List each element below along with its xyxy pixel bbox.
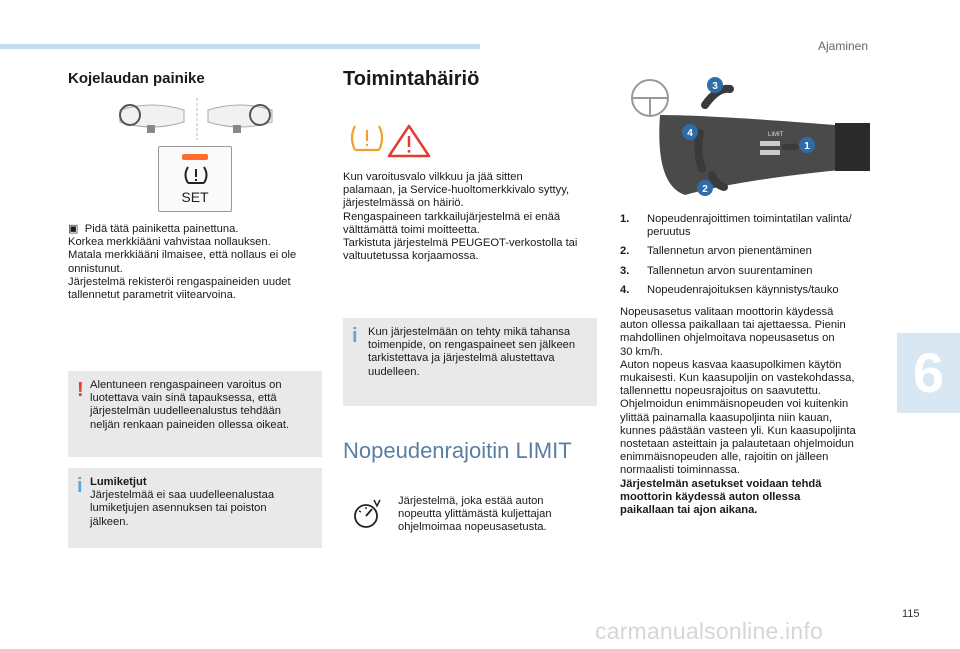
dashboard-illustration [112,96,287,142]
para-line: Ohjelmoidun enimmäisnopeuden voi kuitenkin [620,398,849,411]
para-line: mukaisesti. Kun kaasupoljin on vastekohdassa, [620,372,855,385]
warning-line: neljän renkaan paineiden ollessa oikeat. [90,418,290,431]
section-title: Ajaminen [818,39,869,53]
limiter-stalk-illustration [620,75,875,200]
stalk-label: LIMIT [768,132,784,138]
para-line: nostetaan asteittain ja palautetaan ohjelmoidun [620,438,854,451]
info-line: Järjestelmää ei saa uudelleenalustaa [90,489,275,502]
bold-note-line: Järjestelmän asetukset voidaan tehdä [620,477,822,490]
bold-note-line: moottorin käydessä auton ollessa [620,490,801,503]
list-item: 3. Tallennetun arvon suurentaminen [620,264,813,277]
para-line: onnistunut. [68,262,123,275]
info-box-snow-chains [68,468,322,548]
warning-exclamation-icon: ! [77,379,84,401]
left-instruction [68,223,318,302]
right-paragraph [620,306,890,517]
para-line: Nopeusasetus valitaan moottorin käydessä [620,306,834,318]
info-line: jälkeen. [90,515,129,528]
list-item: 2. Tallennetun arvon pienentäminen [620,245,812,258]
para-line: Rengaspaineen tarkkailujärjestelmä ei enää [343,210,561,223]
para-line: Matala merkkiääni ilmaisee, että nollaus ei ole [68,249,297,262]
instruction-text: Pidä tätä painiketta painettuna. [84,223,239,235]
list-item: 4. Nopeudenrajoituksen käynnistys/tauko [620,283,839,296]
limiter-description [398,495,598,535]
para-line: tallennetut parametrit viitearvoina. [68,289,236,302]
para-line: Järjestelmä, joka estää auton [398,495,544,507]
indicator-light [182,154,208,160]
para-line: välttämättä toimi moitteetta. [343,223,480,236]
info-icon: i [352,325,358,347]
bold-note-line: paikallaan tai ajon aikana. [620,504,758,517]
para-line: Auton nopeus kasvaa kaasupolkimen käytön [620,358,842,371]
para-line: Tarkistuta järjestelmä PEUGEOT-verkostolla tai [343,237,578,250]
para-line: tallennettu nopeusrajoitus on saavutettu. [620,385,821,398]
warning-lights-illustration [349,122,433,160]
info-line: toimenpide, on rengaspaineet sen jälkeen [368,339,576,352]
tyre-pressure-icon [183,164,209,186]
left-heading: Kojelaudan painike [68,70,205,87]
svg-text:4: 4 [687,128,693,139]
header-accent-bar [0,44,480,49]
control-list [620,213,890,303]
warning-box [68,371,322,457]
para-line: ylittää painamalla kaasupoljinta niin kauan, [620,411,833,424]
info-title: Lumiketjut [90,476,147,488]
svg-text:2: 2 [702,184,708,195]
tyre-warning-icon [352,126,382,150]
bullet-icon: ▣ [68,223,79,235]
set-button-label: SET [181,189,209,205]
para-line: enimmäisnopeuden alle, rajoitin on jälleen [620,451,829,464]
para-line: Korkea merkkiääni vahvistaa nollauksen. [68,236,271,249]
speed-limiter-icon [352,497,384,531]
para-line: kunnes päästään vasteen yli. Kun kaasupoljinta [620,424,856,437]
set-button[interactable] [158,146,232,212]
info-line: uudelleen. [368,365,420,378]
warning-line: järjestelmän uudelleenalustus tehdään [90,405,281,418]
list-item: 1. Nopeudenrajoittimen toimintatilan valinta/ peruutus [620,213,852,239]
watermark: carmanualsonline.info [595,618,823,644]
para-line: 30 km/h. [620,345,663,358]
warning-triangle-icon [389,126,429,156]
info-line: tarkistettava ja järjestelmä alustettava [368,352,555,365]
chapter-tab: 6 [897,333,960,413]
para-line: nopeutta ylittämästä kuljettajan [398,508,552,521]
middle-paragraph [343,171,603,263]
para-line: palamaan, ja Service-huoltomerkkivalo syttyy, [343,184,570,197]
warning-line: luotettava vain sinä tapauksessa, että [90,392,277,405]
para-line: Kun varoitusvalo vilkkuu ja jää sitten [343,171,523,183]
svg-text:1: 1 [804,141,810,152]
para-line: mahdollinen ohjelmoitava nopeusasetus on [620,332,835,345]
info-icon: i [77,475,83,497]
svg-text:3: 3 [712,81,718,92]
info-line: lumiketjujen asennuksen tai poiston [90,502,267,515]
info-box-reinit [343,318,597,406]
para-line: Järjestelmä rekisteröi rengaspaineiden uudet [68,275,291,288]
warning-line: Alentuneen rengaspaineen varoitus on [90,379,282,391]
limiter-heading: Nopeudenrajoitin LIMIT [343,438,572,463]
para-line: ohjelmoimaa nopeusasetusta. [398,521,547,534]
para-line: auton ollessa paikallaan tai ajettaessa. Pienin [620,319,846,332]
para-line: järjestelmässä on häiriö. [343,197,464,210]
steering-wheel-icon [632,80,668,116]
info-line: Kun järjestelmään on tehty mikä tahansa [368,326,571,338]
middle-heading: Toimintahäiriö [343,68,480,90]
para-line: valtuutetussa korjaamossa. [343,250,479,263]
para-line: normaalisti toiminnassa. [620,464,741,477]
page-number: 115 [902,608,920,620]
